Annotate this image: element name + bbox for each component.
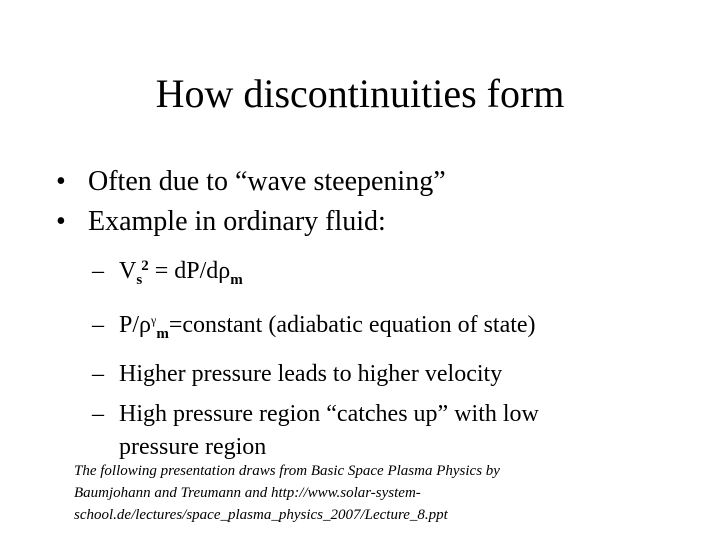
eq-subscript: s [136, 272, 143, 288]
subbullet-list [92, 252, 539, 473]
subbullet-velocity [92, 360, 539, 388]
subbullet-text: Higher pressure leads to higher velocity [119, 361, 503, 387]
credit-line: Baumjohann and Treumann and http://www.solar-system- [74, 485, 421, 501]
bullet-text: Example in ordinary fluid: [88, 206, 386, 237]
bullet-marker: • [56, 166, 66, 197]
dash-marker: – [92, 258, 104, 284]
eq-superscript: 2 [141, 258, 149, 274]
eq-base: P/ρ [119, 312, 151, 338]
slide-title: How discontinuities form [155, 71, 565, 116]
bullet-marker: • [56, 206, 66, 237]
eq-superscript: γ [151, 313, 157, 327]
dash-marker: – [92, 401, 104, 427]
credit-line: school.de/lectures/space_plasma_physics_2007/Lecture_8.ppt [74, 507, 448, 523]
eq-rest: =constant (adiabatic equation of state) [168, 312, 536, 338]
eq-subscript: m [156, 326, 169, 342]
subbullet-text: High pressure region “catches up” with low [119, 401, 539, 427]
bullet-item [56, 202, 446, 242]
dash-marker: – [92, 361, 104, 387]
bullet-item [56, 162, 446, 202]
bullet-text: Often due to “wave steepening” [88, 166, 446, 197]
eq-rest: = dP/dρ [148, 258, 231, 284]
dash-marker: – [92, 312, 104, 338]
credit-line: The following presentation draws from Basic Space Plasma Physics by [74, 463, 500, 479]
eq-base: V [119, 258, 137, 284]
subbullet-catches-up [92, 400, 539, 461]
eq-rest-subscript: m [230, 272, 243, 288]
bullet-list [56, 162, 446, 242]
credit-note [74, 460, 614, 526]
subbullet-adiabatic [92, 306, 539, 348]
subbullet-sound-speed [92, 252, 539, 294]
subbullet-continuation: pressure region [119, 434, 267, 460]
